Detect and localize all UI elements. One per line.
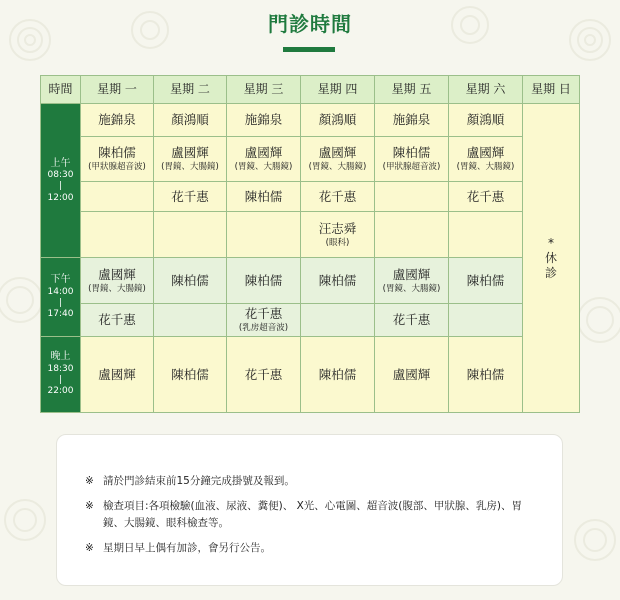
- note-mark: ※: [85, 541, 94, 554]
- doctor-name: 陳柏儒: [392, 145, 431, 161]
- doctor-name: 盧國輝: [392, 366, 431, 382]
- doctor-name: 盧國輝: [98, 267, 136, 283]
- doctor-name: 陳柏儒: [171, 273, 209, 289]
- doctor-name: 花千惠: [244, 306, 283, 322]
- header-sat: 星期 六: [449, 76, 523, 104]
- period-ev-start: 18:30: [47, 363, 74, 374]
- schedule-row: [41, 336, 580, 412]
- doctor-name: 陳柏儒: [244, 273, 283, 289]
- schedule-cell: [449, 136, 523, 182]
- schedule-cell: [227, 258, 301, 304]
- schedule-cell: [81, 336, 154, 412]
- doctor-name: 陳柏儒: [318, 273, 357, 289]
- period-pm-sep: |: [58, 297, 63, 308]
- doctor-name: 陳柏儒: [244, 188, 283, 204]
- exam-note: (胃鏡、大腸鏡): [234, 161, 293, 172]
- sunday-mark: *: [548, 235, 554, 250]
- header-row: [41, 76, 580, 104]
- exam-note: (眼科): [325, 237, 350, 248]
- exam-note: (胃鏡、大腸鏡): [161, 161, 219, 172]
- doctor-name: 盧國輝: [98, 366, 136, 382]
- schedule-row: [41, 104, 580, 137]
- schedule-cell: [154, 136, 227, 182]
- doctor-name: 施錦泉: [392, 112, 431, 127]
- doctor-name: 盧國輝: [466, 145, 505, 161]
- doctor-name: 盧國輝: [392, 267, 431, 283]
- sunday-line1: 休: [544, 250, 557, 265]
- period-am: [41, 104, 81, 258]
- period-am-end: 12:00: [47, 192, 74, 203]
- notes-box: [56, 434, 563, 586]
- period-ev-end: 22:00: [47, 386, 74, 397]
- schedule-cell: [227, 336, 301, 412]
- schedule-row: [41, 211, 580, 258]
- doctor-name: 盧國輝: [318, 145, 357, 161]
- schedule-row: [41, 182, 580, 211]
- header-thu: 星期 四: [301, 76, 375, 104]
- page-title: 門診時間: [268, 12, 352, 36]
- schedule-cell: [81, 182, 154, 211]
- schedule-cell: [449, 211, 523, 258]
- doctor-name: 花千惠: [171, 188, 209, 204]
- schedule-cell: [301, 182, 375, 211]
- schedule-table: [40, 75, 580, 413]
- exam-note: (胃鏡、大腸鏡): [456, 161, 515, 172]
- doctor-name: 陳柏儒: [171, 366, 209, 382]
- schedule-cell: [81, 104, 154, 137]
- note-item: [85, 540, 532, 556]
- sunday-closed: [523, 104, 580, 413]
- title-underline: [283, 47, 335, 52]
- doctor-name: 盧國輝: [171, 145, 209, 161]
- note-item: [85, 473, 532, 489]
- schedule-cell: [227, 104, 301, 137]
- doctor-name: 盧國輝: [244, 145, 283, 161]
- note-item: [85, 498, 532, 531]
- schedule-cell: [154, 258, 227, 304]
- doctor-name: 顏鴻順: [466, 112, 505, 127]
- header-mon: 星期 一: [81, 76, 154, 104]
- schedule-cell: [301, 336, 375, 412]
- schedule-cell: [81, 258, 154, 304]
- schedule-cell: [301, 304, 375, 337]
- schedule-cell: [301, 211, 375, 258]
- schedule-cell: [301, 258, 375, 304]
- header-tue: 星期 二: [154, 76, 227, 104]
- exam-note: (甲狀腺超音波): [382, 161, 441, 172]
- schedule-row: [41, 258, 580, 304]
- note-text: 檢查項目:各項檢驗(血液、尿液、糞便)、 X光、心電圖、超音波(腹部、甲狀腺、乳房)、胃鏡、大腸鏡、眼科檢查等。: [103, 500, 522, 529]
- schedule-cell: [154, 304, 227, 337]
- exam-note: (甲狀腺超音波): [88, 161, 146, 172]
- schedule-cell: [449, 258, 523, 304]
- doctor-name: 花千惠: [244, 366, 283, 382]
- schedule-cell: [375, 336, 449, 412]
- period-ev-label: 晚上: [50, 351, 71, 363]
- doctor-name: 花千惠: [318, 188, 357, 204]
- schedule-row: [41, 136, 580, 182]
- doctor-name: 花千惠: [392, 312, 431, 328]
- note-mark: ※: [85, 475, 94, 487]
- period-ev: [41, 336, 81, 412]
- exam-note: (胃鏡、大腸鏡): [382, 283, 441, 294]
- schedule-cell: [154, 211, 227, 258]
- schedule-cell: [301, 104, 375, 137]
- schedule-cell: [227, 182, 301, 211]
- doctor-name: 汪志舜: [318, 220, 357, 236]
- schedule-cell: [227, 136, 301, 182]
- period-am-start: 08:30: [47, 170, 74, 181]
- period-ev-sep: |: [58, 375, 63, 386]
- header-time: 時間: [41, 76, 81, 104]
- schedule-cell: [81, 136, 154, 182]
- period-pm-end: 17:40: [47, 309, 74, 320]
- schedule-cell: [227, 304, 301, 337]
- schedule-cell: [375, 182, 449, 211]
- doctor-name: 陳柏儒: [98, 145, 136, 161]
- period-pm: [41, 258, 81, 336]
- schedule-cell: [449, 182, 523, 211]
- period-am-label: 上午: [50, 157, 71, 169]
- schedule-cell: [154, 182, 227, 211]
- note-text: 星期日早上偶有加診，會另行公告。: [103, 541, 271, 554]
- doctor-name: 花千惠: [98, 312, 136, 328]
- sunday-line2: 診: [544, 265, 557, 280]
- schedule-cell: [375, 304, 449, 337]
- schedule-cell: [375, 136, 449, 182]
- doctor-name: 陳柏儒: [466, 366, 505, 382]
- doctor-name: 顏鴻順: [171, 112, 209, 127]
- doctor-name: 顏鴻順: [318, 112, 357, 127]
- schedule-cell: [154, 104, 227, 137]
- period-pm-start: 14:00: [47, 286, 74, 297]
- exam-note: (胃鏡、大腸鏡): [308, 161, 367, 172]
- schedule-cell: [81, 211, 154, 258]
- period-pm-label: 下午: [50, 274, 71, 286]
- header-wed: 星期 三: [227, 76, 301, 104]
- schedule-row: [41, 304, 580, 337]
- exam-note: (胃鏡、大腸鏡): [88, 283, 146, 294]
- header-sun: 星期 日: [523, 76, 580, 104]
- doctor-name: 陳柏儒: [318, 366, 357, 382]
- schedule-cell: [81, 304, 154, 337]
- schedule-cell: [375, 211, 449, 258]
- schedule-cell: [301, 136, 375, 182]
- doctor-name: 施錦泉: [98, 112, 136, 127]
- header-fri: 星期 五: [375, 76, 449, 104]
- note-text: 請於門診結束前15分鐘完成掛號及報到。: [103, 475, 295, 487]
- doctor-name: 陳柏儒: [466, 273, 505, 289]
- doctor-name: 施錦泉: [244, 112, 283, 127]
- schedule-cell: [375, 104, 449, 137]
- doctor-name: 花千惠: [466, 188, 505, 204]
- exam-note: (乳房超音波): [238, 322, 289, 333]
- note-mark: ※: [85, 500, 94, 513]
- schedule-cell: [154, 336, 227, 412]
- schedule-cell: [227, 211, 301, 258]
- schedule-cell: [449, 304, 523, 337]
- schedule-cell: [449, 104, 523, 137]
- schedule-cell: [449, 336, 523, 412]
- schedule-cell: [375, 258, 449, 304]
- period-am-sep: |: [58, 181, 63, 192]
